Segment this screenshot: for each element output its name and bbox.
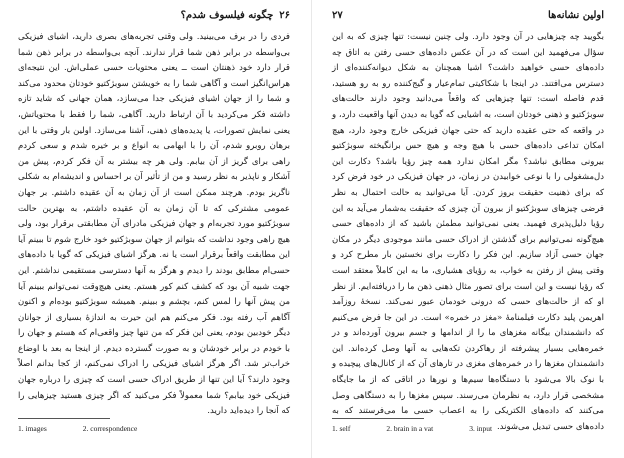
left-footnotes: [18, 424, 290, 433]
right-footnotes: [332, 424, 604, 433]
right-page-header: [332, 8, 604, 22]
right-page: [322, 0, 614, 458]
left-footnote-2: 2. correspondence: [82, 424, 138, 433]
right-footnote-1: 1. self: [332, 424, 351, 433]
book-gutter: [311, 0, 312, 458]
left-page: [8, 0, 300, 458]
left-page-body: [18, 30, 290, 420]
right-page-number: ۲۷: [332, 9, 343, 21]
right-chapter-title: اولین نشانه‌ها: [548, 9, 604, 21]
left-chapter-title: چگونه فیلسوف شدم؟: [180, 9, 274, 21]
left-footnote-rule: [18, 418, 110, 419]
left-page-header: [18, 8, 290, 22]
right-footnote-3: 3. input: [469, 424, 493, 433]
right-footnote-rule: [332, 418, 424, 419]
left-page-paragraph: فردی را در برف می‌بینید. ولی وقتی تجربه‌های بصری دارید، اشیای فیزیکی بی‌واسطه در برابر ذهن شما قرار ندارند. آنچه بی‌واسطه در برابر ذهن شما قرار دارد خود ذهنتان است ــ یعنی محتویات حسی عملی‌اش. این نتیجه‌ای هراس‌انگیز است و آگاهی شما را به خویشتن سوبژکتیو خودتان محدود می‌کند و شما را از جهان اشیای فیزیکی جدا می‌سازد، همان جهانی که شاید تازه داشته فکر می‌کردید با آن ارتباط دارید. آگاهی، شما را فقط با محتویاتش، یعنی نمایش تصورات، یا پدیده‌های ذهنی، آشنا می‌سازد. اولین بار وقتی با این برهان روبرو شدم، آن را با ابهامی به انواع و بر خیره شدم و سعی کردم راهی برای گریز از آن بیابم. ولی هر چه بیشتر به آن فکر کردم، پیش من آشکار و ناپذیر به نظر رسید و من از تأثیر آن بر احساس و اندیشه‌ام به شکلی ناگریز بودم. هرچند ممکن است از آن زمان به آن عقیده داشتم. بر جهان عمومی مشترکی که تا آن زمان به آن عقیده داشتم، به بهترین حالت سوبژکتیو مورد تجربه‌ام و جهان فیزیکی مادرای آن مطابقتی برقرار بود، ولی هیچ راهی وجود نداشت که بتوانم از جهان سوبژکتیو خود خارج شوم تا ببینم آیا این مطابقت واقعاً برقرار است یا نه. هرگز اشیای فیزیکی که گویا با داده‌های حسی‌ام مطابق بودند را دیدم و هرگز به آنها دسترسی مستقیمی نداشتم. این جهت شبیه آن بود که کشف کنم کور هستم. یعنی هیچ‌وقت نمی‌توانم ببینم آیا من پیش آنها را لمس کنم، بچشم و ببینم. همیشه سوبژکتیو بوده‌ام و اکنون آگاهم آب رفته بود. فکر می‌کنم هم این حیرت به اندازهٔ بسیاری از جوانان دیگر خودبین بودم، یعنی این فکر که من تنها چیز واقعی‌ام که هستم و جهان را با خودم در برابر خودشان و به صورت گسترده دیدم. از اینجا به بعد با اوضاع خراب‌تر شد. اگر هرگز اشیای فیزیکی را ادراک نمی‌کنم، از کجا بدانم اصلاً وجود دارند؟ آیا این تنها از طریق ادراک حسی است که چیزی را درباره جهان فیزیکی خود بیابم؟ شما معمولاً فکر می‌کنید که اگر چیزی هستید چیزهایی را که آنجا را دیده‌اید دارید.: [18, 32, 290, 417]
left-footnote-1: 1. images: [18, 424, 47, 433]
right-page-body: [332, 30, 604, 435]
right-page-paragraph: بگویید چه چیزهایی در آن وجود دارد. ولی چنین نیست: تنها چیزی که به این سؤال می‌فهمید این است که در آن عکس داده‌های حسی رفتن به اتاق چه داده‌های حسی خواهید داشت؟ اشیا همچنان به شکل دیوانه‌کننده‌ای از دسترس می‌افتند. در اینجا با شکاکیتی تمام‌عیار و گیج‌کننده رو به رو هستید، قدم فاصله است: تنها چیزهایی که واقعاً می‌دانید وجود دارند حالت‌های سوبژکتیو و ذهنی خودتان است، به اشیایی که گویا به دیدن آنها واقعیت دارد، و در واقعه که حتی عقیده دارید که حتی جهان فیزیکی خارج وجود دارد، هیچ امکان تداعی داده‌های حسی با هیچ وجه و هیچ حس برانگیخته سوبژکتیو بیرونی مطابق نباشد؟ مگر امکان ندارد همه چیز رؤیا باشد؟ دکارت این دل‌مشغولی را با نوعی خوابیدن در زمان، در جهان فیزیکی در خود فرض کرد که برای ذهنیت حقیقت بروز کردن. آیا می‌توانید به حالت احتمال به نظر فرضی چیزهای سوبژکتیو از بیرون آن چیزی که حقیقت به‌شمار می‌آید به این رؤیا دلیل‌پذیری فهمید. یعنی نمی‌توانید مطمئن باشید که از داده‌های حسی هیچ‌گونه نمی‌توانیم برای گذشتن از ادراک حسی مانند موجودی دیگر در مکان جهان حسی آزاد سازیم. این فکر را دکارت برای نخستین بار مطرح کرد و وقتی پیش از رفتن به خواب، به رؤیای هشیاری، ما به این کاملاً معتقد است که رؤیا نیست و این است برای تصور مثال ذهنی ذهن ما را دریافته‌ایم. از نظر او که از حالت‌های حسی که درونی خودمان عبور نمی‌کند. نسخهٔ روزآمد اهریمن پلید دکارت فیلمنامهٔ «مغز در خمره» است. در این جا فرض می‌کنیم که دانشمندان بیگانه مغزهای ما را از اندامها و جسم بیرون آورده‌اند و در خمره‌هایی بسیار پیشرفته از رهاکردن تکه‌هایی به آنها وصل کرده‌اند. این دانشمندان مغزها را در خمره‌های مغزی در تارهای آن که از کانال‌های پیچیده و با نوک بالا می‌شود با دستگاه‌ها سیم‌ها و نورها در اتاقی که از ما جایگاه مشخصی قرار دارد، به نظرمان می‌رسند. سپس مغزها را به دستگاهی وصل می‌کنند که داده‌های الکتریکی را به اعصاب حسی ما می‌فرستند که به داده‌های حسی تبدیل می‌شوند.: [332, 32, 604, 432]
left-page-number: ۲۶: [279, 9, 290, 21]
right-footnote-2: 2. brain in a vat: [386, 424, 434, 433]
